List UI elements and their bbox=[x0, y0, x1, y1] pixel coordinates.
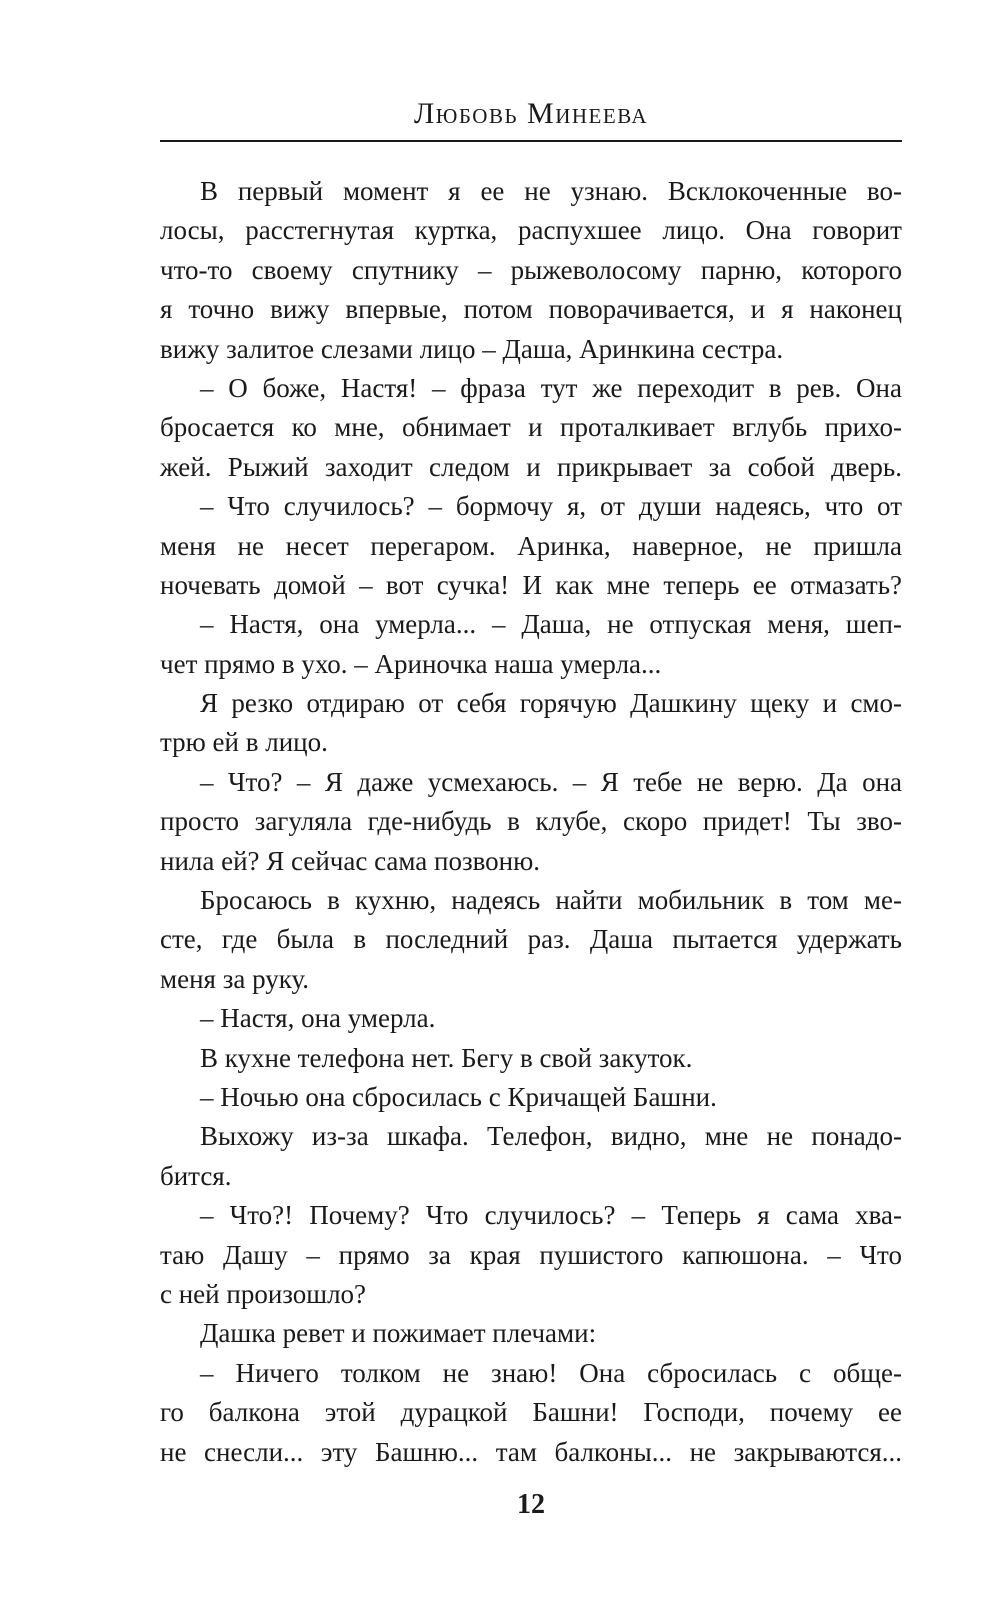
running-head-author: Любовь Минеева bbox=[413, 97, 649, 130]
text-line: сте, где была в последний раз. Даша пытается удержать bbox=[160, 924, 902, 955]
text-line: Я резко отдираю от себя горячую Дашкину щеку и смо- bbox=[200, 688, 902, 719]
text-line: Выхожу из-за шкафа. Телефон, видно, мне не понадо- bbox=[200, 1121, 902, 1152]
text-line: бится. bbox=[160, 1160, 232, 1191]
header-rule bbox=[160, 140, 902, 142]
text-line: ночевать домой – вот сучка! И как мне теперь ее отмазать? bbox=[160, 569, 902, 600]
text-line: го балкона этой дурацкой Башни! Господи, почему ее bbox=[160, 1397, 902, 1428]
text-line: – Ночью она сбросилась с Кричащей Башни. bbox=[200, 1081, 717, 1112]
text-line: я точно вижу впервые, потом поворачивается, и я наконец bbox=[160, 294, 902, 325]
text-line: – О боже, Настя! – фраза тут же переходит в рев. Она bbox=[200, 372, 902, 403]
text-line: жей. Рыжий заходит следом и прикрывает за собой дверь. bbox=[160, 451, 902, 482]
body-text bbox=[160, 172, 902, 1472]
text-line: чет прямо в ухо. – Ариночка наша умерла... bbox=[160, 648, 662, 679]
text-line: лосы, расстегнутая куртка, распухшее лицо. Она говорит bbox=[160, 215, 902, 246]
text-line: просто загуляла где-нибудь в клубе, скоро придет! Ты зво- bbox=[160, 806, 902, 837]
text-line: меня за руку. bbox=[160, 963, 310, 994]
text-line: бросается ко мне, обнимает и проталкивает вглубь прихо- bbox=[160, 412, 902, 443]
text-line: – Что?! Почему? Что случилось? – Теперь я сама хва- bbox=[200, 1200, 902, 1231]
text-line: не снесли... эту Башню... там балконы... не закрываются... bbox=[160, 1436, 902, 1467]
text-line: вижу залитое слезами лицо – Даша, Аринкина сестра. bbox=[160, 333, 784, 364]
text-line: меня не несет перегаром. Аринка, наверное, не пришла bbox=[160, 530, 902, 561]
text-line: – Настя, она умерла... – Даша, не отпуская меня, шеп- bbox=[200, 609, 902, 640]
text-line: – Настя, она умерла. bbox=[200, 1003, 436, 1034]
text-line: нила ей? Я сейчас сама позвоню. bbox=[160, 845, 541, 876]
text-line: трю ей в лицо. bbox=[160, 727, 328, 758]
text-line: с ней произошло? bbox=[160, 1278, 367, 1309]
text-line: В кухне телефона нет. Бегу в свой закуток. bbox=[200, 1042, 693, 1073]
text-line: – Ничего толком не знаю! Она сбросилась с обще- bbox=[200, 1357, 902, 1388]
text-line: В первый момент я ее не узнаю. Всклокоченные во- bbox=[200, 176, 902, 206]
text-line: Бросаюсь в кухню, надеясь найти мобильник в том ме- bbox=[200, 885, 902, 916]
text-line: – Что? – Я даже усмехаюсь. – Я тебе не верю. Да она bbox=[200, 766, 902, 797]
page-number: 12 bbox=[517, 1489, 545, 1520]
text-line: таю Дашу – прямо за края пушистого капюшона. – Что bbox=[160, 1239, 902, 1270]
text-line: Дашка ревет и пожимает плечами: bbox=[200, 1318, 597, 1349]
text-line: что-то своему спутнику – рыжеволосому парню, которого bbox=[160, 254, 902, 285]
text-line: – Что случилось? – бормочу я, от души надеясь, что от bbox=[200, 491, 902, 522]
